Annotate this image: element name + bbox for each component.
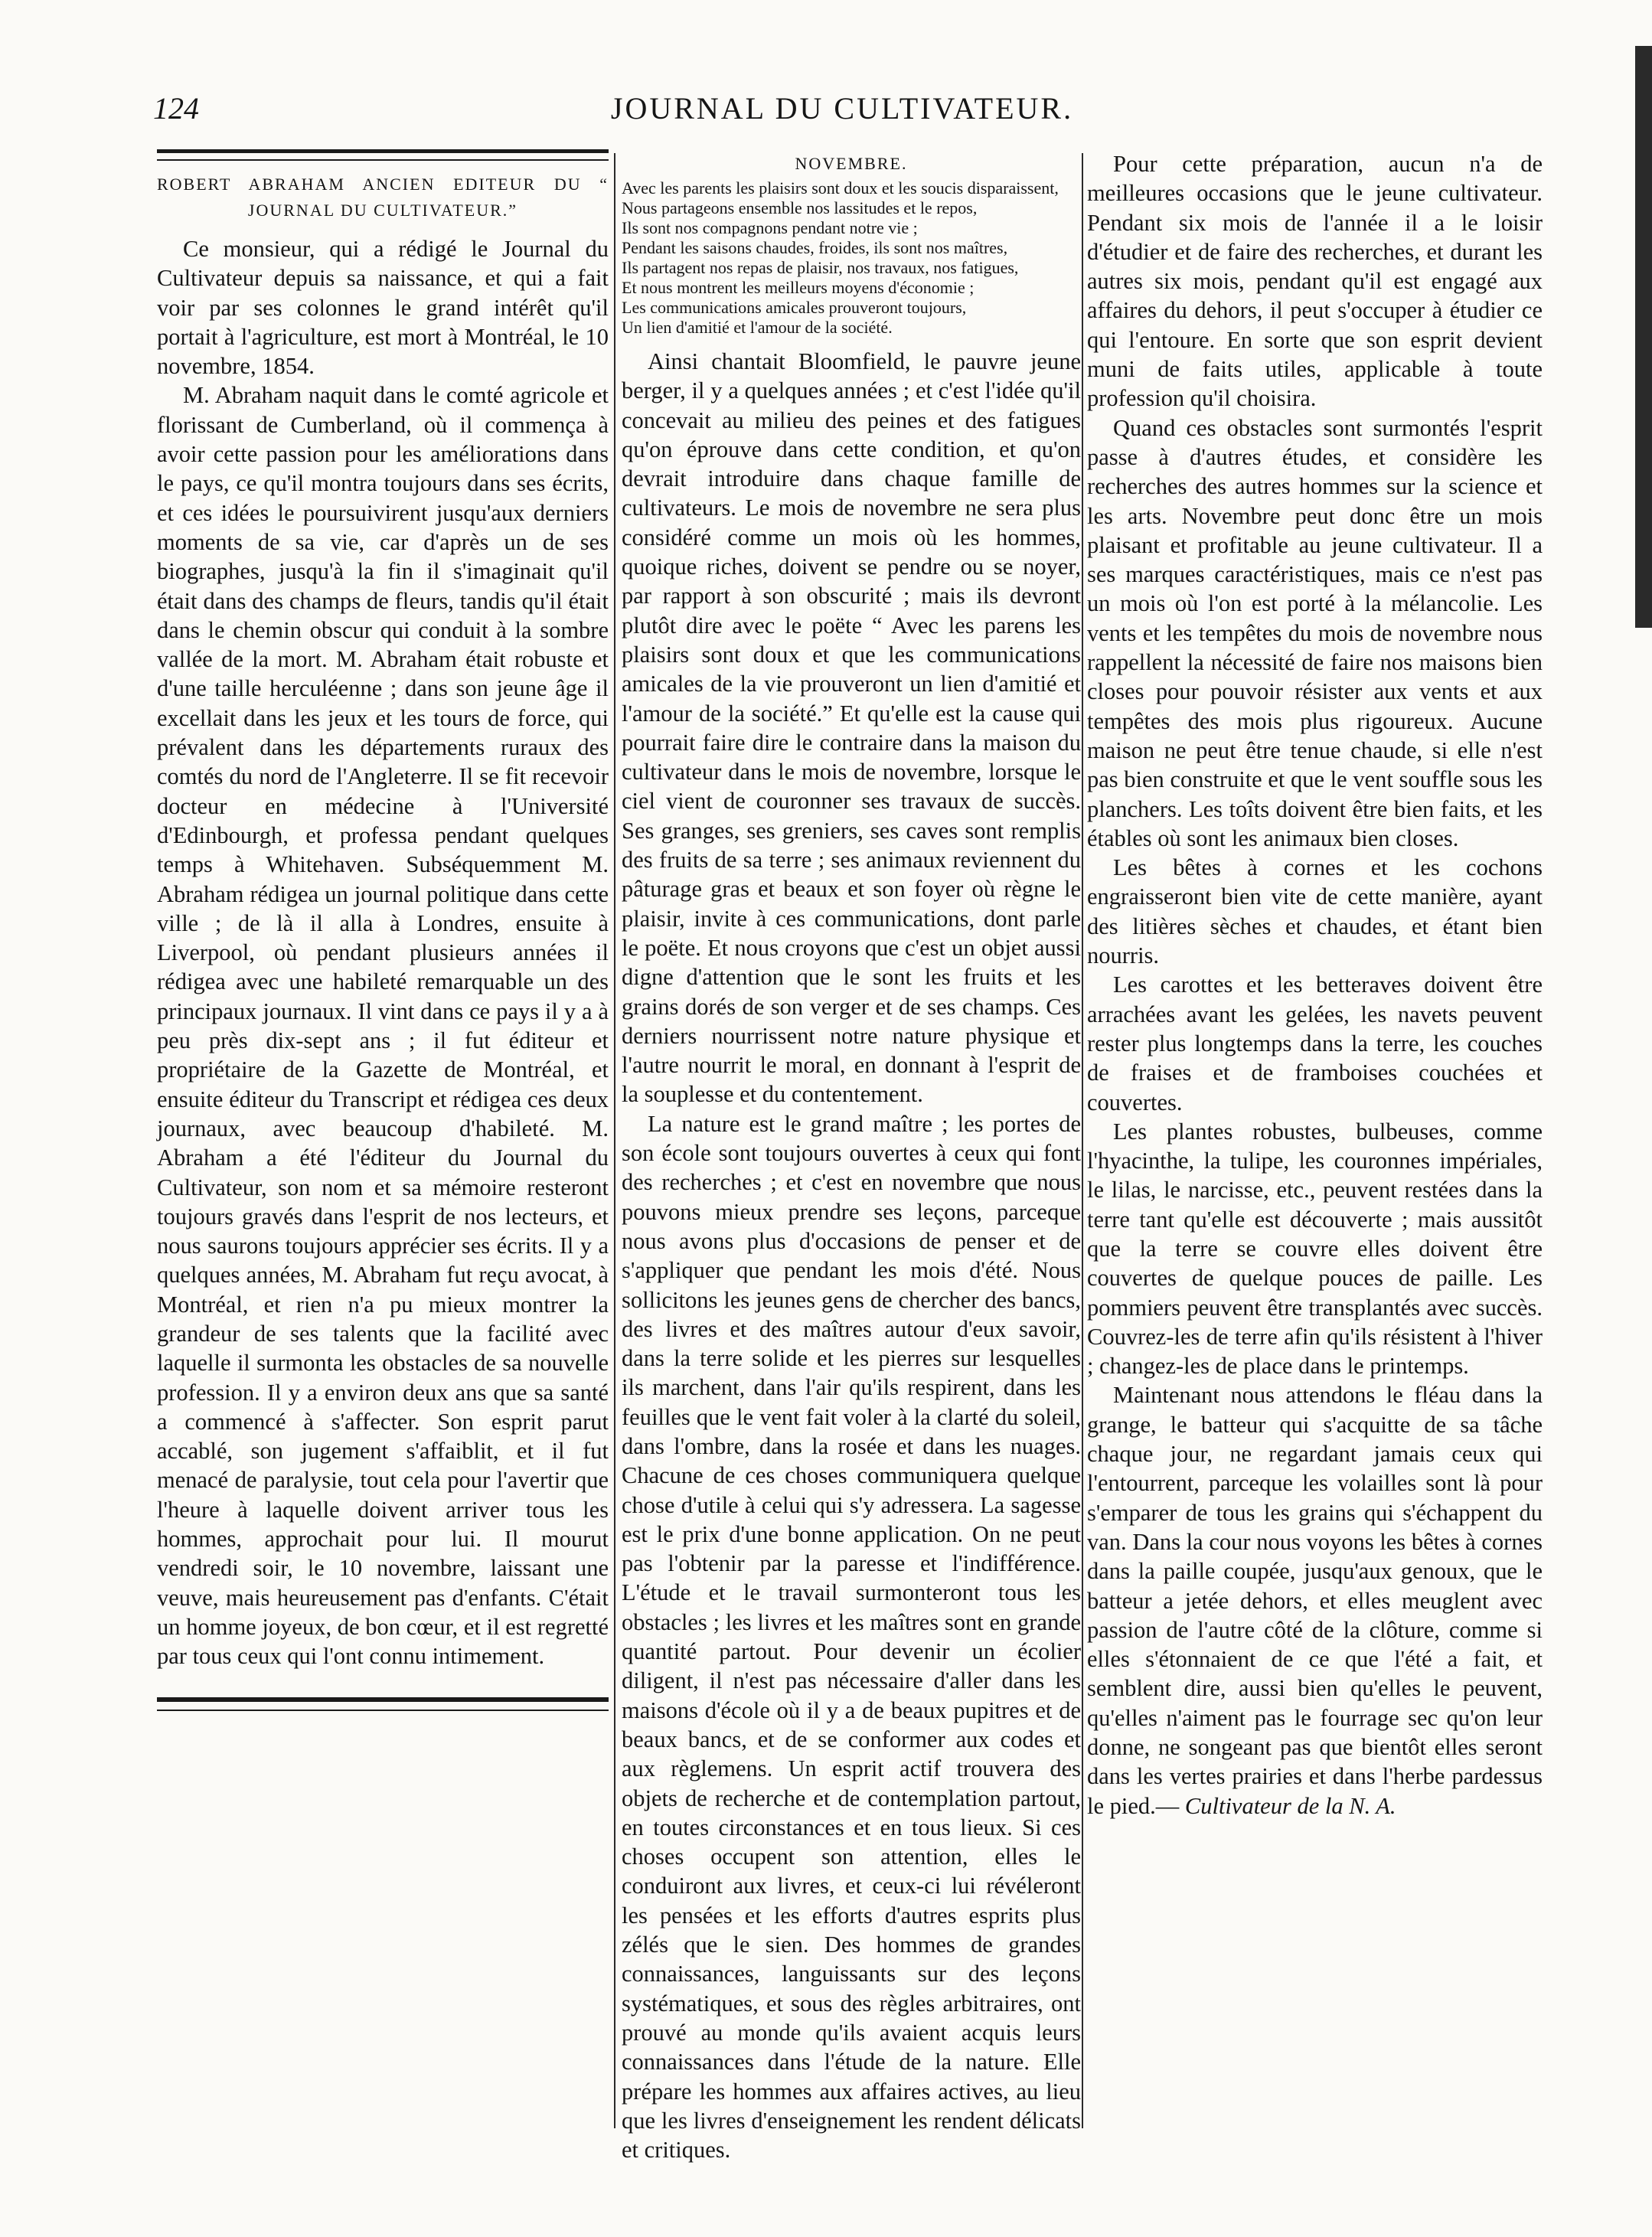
poem-line: Les communications amicales prouveront toujours,: [622, 298, 967, 317]
obituary-heading: ROBERT ABRAHAM ANCIEN EDITEUR DU “ JOURNAL DU CULTIVATEUR.”: [157, 175, 609, 220]
novembre-column-continued: [1087, 149, 1543, 1821]
page-edge-shadow: [1635, 46, 1652, 628]
article-paragraph: La nature est le grand maître ; les portes de son école sont toujours ouvertes à ceux qui font des recherches ; et c'est en novembre que nous pouvons mieux prendre ses leçons, parceque nous avons plus d'occasions de penser et de s'appliquer que pendant les mois d'été. Nous sollicitons les jeunes gens de chercher des bancs, des livres et des maîtres autour d'eux savoir, dans la terre solide et les pierres sur lesquelles ils marchent, dans l'air qu'ils respirent, dans les feuilles que le vent fait voler à la clarté du soleil, dans l'ombre, dans la rosée et dans les nuages. Chacune de ces choses communiquera quelque chose d'utile à celui qui s'y adressera. La sagesse est le prix d'une bonne application. On ne peut pas l'obtenir par la paresse et l'indifférence. L'étude et le travail surmonteront tous les obstacles ; les livres et les maîtres sont en grande quantité partout. Pour devenir un écolier diligent, il n'est pas nécessaire d'aller dans les maisons d'école où il y a de beaux pupitres et de beaux bancs, et de se conformer aux codes et aux règlemens. Un esprit actif trouvera des objets de recherche et de contemplation partout, en toutes circonstances et en tous lieux. Si ces choses occupent son attention, elles le conduiront aux livres, et ceux-ci lui révéleront les pensées et les efforts d'autres esprits plus zélés que le sien. Des hommes de grandes connaissances, languissants sur des leçons systématiques, et sous des règles arbitraires, ont prouvé au monde qu'ils avaient acquis leurs connaissances dans l'étude de la nature. Elle prépare les hommes aux affaires actives, au lieu que les livres d'enseignement les rendent délicats et critiques.: [622, 1110, 1081, 2164]
column-divider-right: [1082, 153, 1083, 2128]
poem-line: Et nous montrent les meilleurs moyens d'économie ;: [622, 278, 975, 297]
article-paragraph: Pour cette préparation, aucun n'a de meilleures occasions que le jeune cultivateur. Pendant six mois de l'année il a le loisir d'étudier et de faire des recherches, et durant les autres six mois, pendant qu'il est engagé aux affaires du dehors, il peut s'occuper à étudier ce qui l'entoure. En sorte que son esprit devient muni de faits utiles, applicable à toute profession qu'il choisira.: [1087, 151, 1543, 412]
poem-line: Avec les parents les plaisirs sont doux et les soucis disparaissent,: [622, 178, 1059, 198]
obituary-paragraph: M. Abraham naquit dans le comté agricole et florissant de Cumberland, où il commença à avoir cette passion pour les améliorations dans le pays, ce qu'il montra toujours dans ses écrits, et ces idées le poursuivirent jusqu'aux derniers moments de sa vie, car d'après un de ses biographes, jusqu'à la fin il s'imaginait qu'il était dans des champs de fleurs, tandis qu'il était dans le chemin obscur qui conduit à la sombre vallée de la mort. M. Abraham était robuste et d'une taille herculéenne ; dans son jeune âge il excellait dans les jeux et les tours de force, qui prévalent dans les départements ruraux des comtés du nord de l'Angleterre. Il se fit recevoir docteur en médecine à l'Université d'Edinbourgh, et professa pendant quelques temps à Whitehaven. Subséquemment M. Abraham rédigea un journal politique dans cette ville ; de là il alla à Londres, ensuite à Liverpool, où pendant plusieurs années il rédigea avec une habileté remarquable un des principaux journaux. Il vint dans ce pays il y a à peu près dix-sept ans ; il fut éditeur et propriétaire de la Gazette de Montréal, et ensuite éditeur du Transcript et rédigea ces deux journaux, avec beaucoup d'habileté. M. Abraham a été l'éditeur du Journal du Cultivateur, son nom et sa mémoire resteront toujours gravés dans l'esprit de nos lecteurs, et nous saurons toujours apprécier ses écrits. Il y a quelques années, M. Abraham fut reçu avocat, à Montréal, et rien n'a pu mieux montrer la grandeur de ses talents que la facilité avec laquelle il surmonta les obstacles de sa nouvelle profession. Il y a environ deux ans que sa santé a commencé à s'affecter. Son esprit parut accablé, son jugement s'affaiblit, et il fut menacé de paralysie, tout cela pour l'avertir que l'heure à laquelle doivent arriver tous les hommes, approchait pour lui. Il mourut vendredi soir, le 10 novembre, laissant une veuve, mais heureusement pas d'enfants. C'était un homme joyeux, de bon cœur, et il est regretté par tous ceux qui l'ont connu intimement.: [157, 382, 609, 1670]
article-signature: Cultivateur de la N. A.: [1184, 1792, 1396, 1819]
journal-title: JOURNAL DU CULTIVATEUR.: [610, 91, 1074, 126]
poem: [622, 178, 1081, 338]
article-paragraph: Les carottes et les betteraves doivent être arrachées avant les gelées, les navets peuvent rester plus longtemps dans la terre, les couches de fraises et de framboises couchées et couvertes.: [1087, 972, 1543, 1115]
column-divider-left: [614, 153, 615, 2128]
poem-line: Pendant les saisons chaudes, froides, ils sont nos maîtres,: [622, 238, 1008, 257]
article-paragraph: Ainsi chantait Bloomfield, le pauvre jeune berger, il y a quelques années ; et c'est l'idée qu'il concevait au milieu des peines et des fatigues qu'on éprouve dans cette condition, et qu'on devrait introduire dans chaque famille de cultivateurs. Le mois de novembre ne sera plus considéré comme un mois où les hommes, quoique riches, doivent se pendre ou se noyer, par rapport à son obscurité ; mais ils devront plutôt dire avec le poëte “ Avec les parens les plaisirs sont doux et que les communications amicales de la vie prouveront un lien d'amitié et l'amour de la société.” Et qu'elle est la cause qui pourrait faire dire le contraire dans la maison du cultivateur dans le mois de novembre, lorsque le ciel vient de couronner ses travaux de succès. Ses granges, ses greniers, ses caves sont remplis des fruits de sa terre ; ses animaux reviennent du pâturage gras et beaux et son foyer où règne le plaisir, invite à ces communications, dont parle le poëte. Et nous croyons que c'est un objet aussi digne d'attention que le sont les fruits et les grains dorés de son verger et de ses champs. Ces derniers nourrissent notre nature physique et l'autre nourrit le moral, en donnant à l'esprit de la souplesse et du contentement.: [622, 348, 1081, 1108]
end-rule: [157, 1697, 609, 1711]
obituary-column: [157, 149, 609, 1711]
poem-line: Un lien d'amitié et l'amour de la société.: [622, 318, 893, 337]
novembre-column: [622, 149, 1081, 2164]
article-text: Maintenant nous attendons le fléau dans la grange, le batteur qui s'acquitte de sa tâche chaque jour, ne regardant jamais ceux qui l'entourrent, parceque les volailles sont là pour s'emparer de tous les grains qui s'échappent du van. Dans la cour nous voyons les bêtes à cornes dans la paille coupée, jusqu'aux genoux, que le batteur a jetée dehors, et elles meuglent avec passion de l'autre côté de la clôture, comme si elles s'étonnaient de ce que l'été a fait, et semblent dire, aussi bien qu'elles le peuvent, qu'elles n'aiment pas le fourrage sec qu'on leur donne, ne songeant pas que bientôt elles seront dans les vertes prairies et dans l'herbe pardessus le pied.—: [1087, 1382, 1543, 1819]
article-paragraph: [1087, 1380, 1543, 1820]
obituary-paragraph: Ce monsieur, qui a rédigé le Journal du Cultivateur depuis sa naissance, et qui a fait voir par ses colonnes le grand intérêt qu'il portait à l'agriculture, est mort à Montréal, le 10 novembre, 1854.: [157, 236, 609, 380]
running-head: [153, 90, 1531, 129]
article-title: NOVEMBRE.: [795, 154, 908, 173]
poem-line: Ils partagent nos repas de plaisir, nos travaux, nos fatigues,: [622, 258, 1019, 277]
article-paragraph: Les plantes robustes, bulbeuses, comme l'hyacinthe, la tulipe, les couronnes impériales, le lilas, le narcisse, etc., peuvent restées dans la terre tant qu'elle est découverte ; mais aussitôt que la terre se couvre elles doivent être couvertes de quelque pouces de paille. Les pommiers peuvent être transplantés avec succès. Couvrez-les de terre afin qu'ils résistent à l'hiver ; changez-les de place dans le printemps.: [1087, 1118, 1543, 1380]
article-paragraph: Quand ces obstacles sont surmontés l'esprit passe à d'autres études, et considère les recherches des autres hommes sur la science et les arts. Novembre peut donc être un mois plaisant et profitable au jeune cultivateur. Il a ses marques caractéristiques, mais ce n'est pas un mois où l'on est porté à la mélancolie. Les vents et les tempêtes du mois de novembre nous rappellent la nécessité de faire nos maisons bien closes pour pouvoir résister aux vents et aux tempêtes des mois plus rigoureux. Aucune maison ne peut être tenue chaude, si elle n'est pas bien construite et que le vent souffle sous les planchers. Les toîts doivent être bien faits, et les étables où sont les animaux bien closes.: [1087, 414, 1543, 851]
poem-line: Nous partageons ensemble nos lassitudes et le repos,: [622, 198, 978, 217]
poem-line: Ils sont nos compagnons pendant notre vie ;: [622, 218, 918, 237]
top-rule: [157, 149, 609, 161]
article-paragraph: Les bêtes à cornes et les cochons engraisseront bien vite de cette manière, ayant des litières sèches et chaudes, et étant bien nourris.: [1087, 854, 1543, 969]
page-number: 124: [153, 91, 199, 126]
